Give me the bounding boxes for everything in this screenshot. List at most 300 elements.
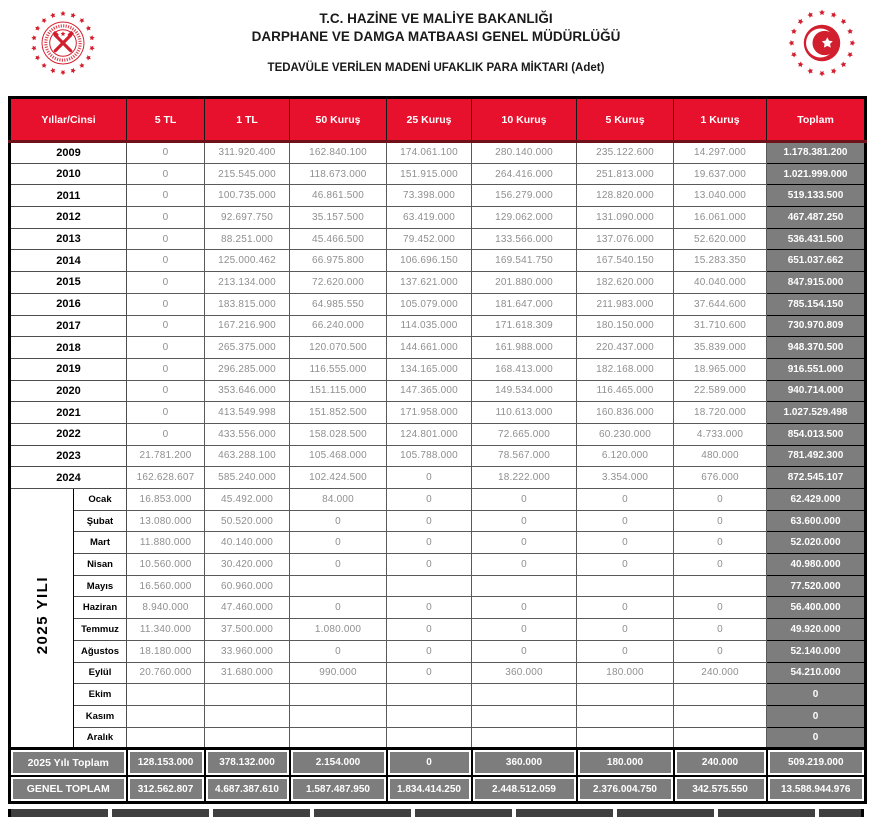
value-cell xyxy=(472,705,577,727)
month-row xyxy=(10,640,866,662)
value-cell: 0 xyxy=(674,510,767,532)
month-label: Temmuz xyxy=(74,619,127,641)
year-total-row xyxy=(10,749,866,776)
value-cell: 11.340.000 xyxy=(127,619,205,641)
value-cell: 45.466.500 xyxy=(290,228,387,250)
year-row xyxy=(10,207,866,229)
total-value-cell: 360.000 xyxy=(472,749,577,776)
value-cell: 183.815.000 xyxy=(205,293,290,315)
value-cell: 151.852.500 xyxy=(290,402,387,424)
value-cell: 151.915.000 xyxy=(387,163,472,185)
value-cell: 46.861.500 xyxy=(290,185,387,207)
year-label: 2017 xyxy=(10,315,127,337)
value-cell: 33.960.000 xyxy=(205,640,290,662)
total-value-cell: 342.575.550 xyxy=(674,776,767,803)
row-total-cell: 56.400.000 xyxy=(767,597,866,619)
value-cell: 0 xyxy=(290,554,387,576)
row-total-cell: 54.210.000 xyxy=(767,662,866,684)
value-cell: 116.465.000 xyxy=(577,380,674,402)
value-cell: 0 xyxy=(472,489,577,511)
value-cell: 6.120.000 xyxy=(577,445,674,467)
total-value-cell: 180.000 xyxy=(577,749,674,776)
value-cell: 990.000 xyxy=(290,662,387,684)
value-cell: 169.541.750 xyxy=(472,250,577,272)
value-cell: 182.168.000 xyxy=(577,358,674,380)
value-cell: 149.534.000 xyxy=(472,380,577,402)
value-cell: 265.375.000 xyxy=(205,337,290,359)
year-row xyxy=(10,142,866,164)
ministry-crescent-star-emblem-icon xyxy=(784,4,860,82)
value-cell xyxy=(290,575,387,597)
value-cell xyxy=(577,684,674,706)
value-cell: 16.560.000 xyxy=(127,575,205,597)
col-header-3: 50 Kuruş xyxy=(290,98,387,142)
total-value-cell: 4.687.387.610 xyxy=(205,776,290,803)
col-header-6: 5 Kuruş xyxy=(577,98,674,142)
value-cell xyxy=(290,705,387,727)
row-total-cell: 536.431.500 xyxy=(767,228,866,250)
year-row xyxy=(10,185,866,207)
col-header-7: 1 Kuruş xyxy=(674,98,767,142)
month-row xyxy=(10,489,866,511)
cutoff-next-section-strip xyxy=(8,809,864,817)
value-cell: 92.697.750 xyxy=(205,207,290,229)
report-subtitle: TEDAVÜLE VERİLEN MADENİ UFAKLIK PARA MİKTARI (Adet) xyxy=(267,62,605,75)
value-cell: 180.000 xyxy=(577,662,674,684)
value-cell: 0 xyxy=(472,597,577,619)
value-cell: 137.621.000 xyxy=(387,272,472,294)
total-value-cell: 2.376.004.750 xyxy=(577,776,674,803)
month-label: Aralık xyxy=(74,727,127,749)
value-cell: 0 xyxy=(472,619,577,641)
value-cell xyxy=(387,575,472,597)
total-value-cell: 240.000 xyxy=(674,749,767,776)
value-cell: 280.140.000 xyxy=(472,142,577,164)
year-label: 2023 xyxy=(10,445,127,467)
value-cell xyxy=(577,727,674,749)
value-cell xyxy=(205,727,290,749)
year-row xyxy=(10,315,866,337)
value-cell xyxy=(387,727,472,749)
value-cell: 18.180.000 xyxy=(127,640,205,662)
value-cell: 0 xyxy=(127,380,205,402)
value-cell: 84.000 xyxy=(290,489,387,511)
value-cell: 0 xyxy=(674,554,767,576)
value-cell: 0 xyxy=(674,619,767,641)
value-cell xyxy=(127,684,205,706)
value-cell: 133.566.000 xyxy=(472,228,577,250)
value-cell: 100.735.000 xyxy=(205,185,290,207)
col-header-5: 10 Kuruş xyxy=(472,98,577,142)
value-cell: 105.468.000 xyxy=(290,445,387,467)
value-cell: 0 xyxy=(387,619,472,641)
value-cell: 11.880.000 xyxy=(127,532,205,554)
value-cell xyxy=(290,727,387,749)
value-cell: 18.222.000 xyxy=(472,467,577,489)
year-label: 2019 xyxy=(10,358,127,380)
value-cell: 0 xyxy=(674,532,767,554)
value-cell: 1.080.000 xyxy=(290,619,387,641)
year-row xyxy=(10,467,866,489)
value-cell: 31.680.000 xyxy=(205,662,290,684)
value-cell: 60.960.000 xyxy=(205,575,290,597)
value-cell: 0 xyxy=(387,532,472,554)
month-row xyxy=(10,597,866,619)
value-cell: 171.958.000 xyxy=(387,402,472,424)
month-label: Haziran xyxy=(74,597,127,619)
value-cell: 129.062.000 xyxy=(472,207,577,229)
value-cell: 182.620.000 xyxy=(577,272,674,294)
value-cell: 0 xyxy=(387,597,472,619)
value-cell xyxy=(472,575,577,597)
value-cell: 124.801.000 xyxy=(387,423,472,445)
value-cell: 0 xyxy=(290,597,387,619)
value-cell: 0 xyxy=(472,640,577,662)
value-cell: 0 xyxy=(127,402,205,424)
row-total-cell: 730.970.809 xyxy=(767,315,866,337)
value-cell: 16.853.000 xyxy=(127,489,205,511)
month-row xyxy=(10,619,866,641)
total-value-cell: 378.132.000 xyxy=(205,749,290,776)
value-cell: 0 xyxy=(127,185,205,207)
value-cell xyxy=(577,705,674,727)
value-cell: 13.040.000 xyxy=(674,185,767,207)
value-cell: 360.000 xyxy=(472,662,577,684)
value-cell: 0 xyxy=(472,532,577,554)
value-cell: 79.452.000 xyxy=(387,228,472,250)
col-header-0: Yıllar/Cinsi xyxy=(10,98,127,142)
value-cell: 37.644.600 xyxy=(674,293,767,315)
value-cell: 0 xyxy=(387,640,472,662)
value-cell: 0 xyxy=(127,293,205,315)
value-cell: 10.560.000 xyxy=(127,554,205,576)
table-header-row xyxy=(10,98,866,142)
value-cell: 19.637.000 xyxy=(674,163,767,185)
value-cell: 353.646.000 xyxy=(205,380,290,402)
row-total-cell: 651.037.662 xyxy=(767,250,866,272)
row-total-cell: 916.551.000 xyxy=(767,358,866,380)
value-cell: 0 xyxy=(387,662,472,684)
page-header xyxy=(0,0,872,96)
value-cell: 160.836.000 xyxy=(577,402,674,424)
value-cell: 0 xyxy=(387,510,472,532)
value-cell: 162.840.100 xyxy=(290,142,387,164)
col-header-1: 5 TL xyxy=(127,98,205,142)
year-label: 2020 xyxy=(10,380,127,402)
value-cell: 37.500.000 xyxy=(205,619,290,641)
year-label: 2016 xyxy=(10,293,127,315)
directorate-title: DARPHANE VE DAMGA MATBAASI GENEL MÜDÜRLÜĞÜ xyxy=(251,29,621,45)
year-row xyxy=(10,293,866,315)
total-value-cell: 0 xyxy=(387,749,472,776)
value-cell: 147.365.000 xyxy=(387,380,472,402)
month-label: Eylül xyxy=(74,662,127,684)
col-header-8: Toplam xyxy=(767,98,866,142)
value-cell: 220.437.000 xyxy=(577,337,674,359)
value-cell: 0 xyxy=(127,358,205,380)
value-cell: 0 xyxy=(127,315,205,337)
year-row xyxy=(10,380,866,402)
value-cell: 13.080.000 xyxy=(127,510,205,532)
vertical-year-label: 2025 YILI xyxy=(33,576,51,655)
row-total-cell: 0 xyxy=(767,705,866,727)
value-cell: 0 xyxy=(577,597,674,619)
row-total-cell: 785.154.150 xyxy=(767,293,866,315)
value-cell: 63.419.000 xyxy=(387,207,472,229)
month-label: Nisan xyxy=(74,554,127,576)
value-cell: 118.673.000 xyxy=(290,163,387,185)
total-value-cell: 509.219.000 xyxy=(767,749,866,776)
month-row xyxy=(10,684,866,706)
value-cell: 64.985.550 xyxy=(290,293,387,315)
value-cell: 171.618.309 xyxy=(472,315,577,337)
ministry-title: T.C. HAZİNE VE MALİYE BAKANLIĞI xyxy=(319,11,553,26)
row-total-cell: 519.133.500 xyxy=(767,185,866,207)
year-row xyxy=(10,272,866,294)
row-total-cell: 467.487.250 xyxy=(767,207,866,229)
value-cell: 14.297.000 xyxy=(674,142,767,164)
row-total-cell: 872.545.107 xyxy=(767,467,866,489)
value-cell: 0 xyxy=(674,597,767,619)
value-cell: 0 xyxy=(577,489,674,511)
value-cell: 20.760.000 xyxy=(127,662,205,684)
value-cell xyxy=(127,705,205,727)
value-cell: 0 xyxy=(127,337,205,359)
value-cell: 0 xyxy=(127,423,205,445)
value-cell: 201.880.000 xyxy=(472,272,577,294)
value-cell: 106.696.150 xyxy=(387,250,472,272)
row-total-cell: 854.013.500 xyxy=(767,423,866,445)
value-cell: 296.285.000 xyxy=(205,358,290,380)
value-cell: 35.839.000 xyxy=(674,337,767,359)
value-cell: 413.549.998 xyxy=(205,402,290,424)
value-cell: 264.416.000 xyxy=(472,163,577,185)
value-cell: 156.279.000 xyxy=(472,185,577,207)
value-cell: 144.661.000 xyxy=(387,337,472,359)
value-cell: 235.122.600 xyxy=(577,142,674,164)
value-cell: 8.940.000 xyxy=(127,597,205,619)
value-cell: 18.720.000 xyxy=(674,402,767,424)
year-label: 2009 xyxy=(10,142,127,164)
value-cell: 0 xyxy=(577,640,674,662)
value-cell: 0 xyxy=(674,489,767,511)
value-cell: 158.028.500 xyxy=(290,423,387,445)
value-cell: 0 xyxy=(674,640,767,662)
value-cell: 3.354.000 xyxy=(577,467,674,489)
value-cell: 45.492.000 xyxy=(205,489,290,511)
value-cell: 110.613.000 xyxy=(472,402,577,424)
col-header-4: 25 Kuruş xyxy=(387,98,472,142)
value-cell: 0 xyxy=(290,640,387,662)
value-cell: 181.647.000 xyxy=(472,293,577,315)
row-total-cell: 0 xyxy=(767,727,866,749)
value-cell: 240.000 xyxy=(674,662,767,684)
value-cell: 0 xyxy=(472,554,577,576)
value-cell: 31.710.600 xyxy=(674,315,767,337)
row-total-cell: 847.915.000 xyxy=(767,272,866,294)
value-cell: 66.975.800 xyxy=(290,250,387,272)
value-cell: 0 xyxy=(290,532,387,554)
total-value-cell: 2.448.512.059 xyxy=(472,776,577,803)
value-cell xyxy=(674,727,767,749)
value-cell xyxy=(205,684,290,706)
value-cell: 72.620.000 xyxy=(290,272,387,294)
value-cell: 0 xyxy=(387,467,472,489)
value-cell: 211.983.000 xyxy=(577,293,674,315)
month-row xyxy=(10,554,866,576)
value-cell: 463.288.100 xyxy=(205,445,290,467)
row-total-cell: 781.492.300 xyxy=(767,445,866,467)
value-cell: 0 xyxy=(290,510,387,532)
value-cell: 0 xyxy=(127,250,205,272)
value-cell: 88.251.000 xyxy=(205,228,290,250)
month-row xyxy=(10,510,866,532)
total-value-cell: 13.588.944.976 xyxy=(767,776,866,803)
value-cell: 60.230.000 xyxy=(577,423,674,445)
total-value-cell: 1.587.487.950 xyxy=(290,776,387,803)
row-total-cell: 948.370.500 xyxy=(767,337,866,359)
value-cell xyxy=(472,727,577,749)
row-total-cell: 52.140.000 xyxy=(767,640,866,662)
value-cell: 167.540.150 xyxy=(577,250,674,272)
value-cell: 22.589.000 xyxy=(674,380,767,402)
coin-circulation-table xyxy=(8,96,867,804)
value-cell: 180.150.000 xyxy=(577,315,674,337)
year-row xyxy=(10,163,866,185)
year-row xyxy=(10,337,866,359)
year-label: 2010 xyxy=(10,163,127,185)
value-cell: 0 xyxy=(577,619,674,641)
year-row xyxy=(10,250,866,272)
value-cell: 251.813.000 xyxy=(577,163,674,185)
value-cell: 0 xyxy=(472,510,577,532)
month-row xyxy=(10,575,866,597)
value-cell: 0 xyxy=(127,142,205,164)
grand-total-row xyxy=(10,776,866,803)
value-cell: 311.920.400 xyxy=(205,142,290,164)
value-cell: 174.061.100 xyxy=(387,142,472,164)
col-header-2: 1 TL xyxy=(205,98,290,142)
row-total-cell: 1.021.999.000 xyxy=(767,163,866,185)
value-cell: 125.000.462 xyxy=(205,250,290,272)
row-total-cell: 63.600.000 xyxy=(767,510,866,532)
year-row xyxy=(10,402,866,424)
total-value-cell: 128.153.000 xyxy=(127,749,205,776)
year-label: 2022 xyxy=(10,423,127,445)
table-body xyxy=(10,142,866,803)
value-cell: 116.555.000 xyxy=(290,358,387,380)
value-cell: 4.733.000 xyxy=(674,423,767,445)
month-label: Mayıs xyxy=(74,575,127,597)
value-cell: 105.788.000 xyxy=(387,445,472,467)
value-cell: 167.216.900 xyxy=(205,315,290,337)
year-label: 2018 xyxy=(10,337,127,359)
value-cell: 40.040.000 xyxy=(674,272,767,294)
month-row xyxy=(10,532,866,554)
value-cell xyxy=(472,684,577,706)
value-cell: 40.140.000 xyxy=(205,532,290,554)
value-cell: 0 xyxy=(127,207,205,229)
row-total-cell: 0 xyxy=(767,684,866,706)
value-cell: 0 xyxy=(127,228,205,250)
row-total-cell: 1.178.381.200 xyxy=(767,142,866,164)
value-cell xyxy=(387,684,472,706)
value-cell: 0 xyxy=(577,510,674,532)
row-total-cell: 52.020.000 xyxy=(767,532,866,554)
value-cell: 213.134.000 xyxy=(205,272,290,294)
total-value-cell: 312.562.807 xyxy=(127,776,205,803)
row-total-cell: 40.980.000 xyxy=(767,554,866,576)
value-cell: 16.061.000 xyxy=(674,207,767,229)
value-cell: 114.035.000 xyxy=(387,315,472,337)
year-label: 2012 xyxy=(10,207,127,229)
value-cell: 151.115.000 xyxy=(290,380,387,402)
value-cell: 0 xyxy=(387,554,472,576)
year-row xyxy=(10,228,866,250)
year-row xyxy=(10,445,866,467)
month-label: Şubat xyxy=(74,510,127,532)
value-cell: 215.545.000 xyxy=(205,163,290,185)
row-total-cell: 940.714.000 xyxy=(767,380,866,402)
value-cell: 47.460.000 xyxy=(205,597,290,619)
value-cell: 137.076.000 xyxy=(577,228,674,250)
value-cell: 30.420.000 xyxy=(205,554,290,576)
value-cell: 52.620.000 xyxy=(674,228,767,250)
value-cell: 18.965.000 xyxy=(674,358,767,380)
month-label: Mart xyxy=(74,532,127,554)
total-row-label: GENEL TOPLAM xyxy=(10,776,127,803)
month-row xyxy=(10,727,866,749)
value-cell: 480.000 xyxy=(674,445,767,467)
value-cell xyxy=(205,705,290,727)
year-label: 2011 xyxy=(10,185,127,207)
value-cell: 120.070.500 xyxy=(290,337,387,359)
value-cell: 585.240.000 xyxy=(205,467,290,489)
total-row-label: 2025 Yılı Toplam xyxy=(10,749,127,776)
month-row xyxy=(10,705,866,727)
value-cell xyxy=(127,727,205,749)
year-label: 2021 xyxy=(10,402,127,424)
year-label: 2014 xyxy=(10,250,127,272)
month-label: Ağustos xyxy=(74,640,127,662)
month-row xyxy=(10,662,866,684)
month-label: Kasım xyxy=(74,705,127,727)
year-label: 2024 xyxy=(10,467,127,489)
total-value-cell: 1.834.414.250 xyxy=(387,776,472,803)
row-total-cell: 77.520.000 xyxy=(767,575,866,597)
value-cell xyxy=(674,575,767,597)
row-total-cell: 62.429.000 xyxy=(767,489,866,511)
value-cell xyxy=(387,705,472,727)
month-label: Ekim xyxy=(74,684,127,706)
total-value-cell: 2.154.000 xyxy=(290,749,387,776)
value-cell: 134.165.000 xyxy=(387,358,472,380)
value-cell: 433.556.000 xyxy=(205,423,290,445)
value-cell: 72.665.000 xyxy=(472,423,577,445)
value-cell xyxy=(290,684,387,706)
year-label: 2013 xyxy=(10,228,127,250)
value-cell: 21.781.200 xyxy=(127,445,205,467)
value-cell: 161.988.000 xyxy=(472,337,577,359)
row-total-cell: 49.920.000 xyxy=(767,619,866,641)
value-cell: 676.000 xyxy=(674,467,767,489)
value-cell: 0 xyxy=(577,554,674,576)
value-cell: 78.567.000 xyxy=(472,445,577,467)
value-cell: 128.820.000 xyxy=(577,185,674,207)
value-cell: 0 xyxy=(127,163,205,185)
value-cell: 102.424.500 xyxy=(290,467,387,489)
value-cell: 35.157.500 xyxy=(290,207,387,229)
